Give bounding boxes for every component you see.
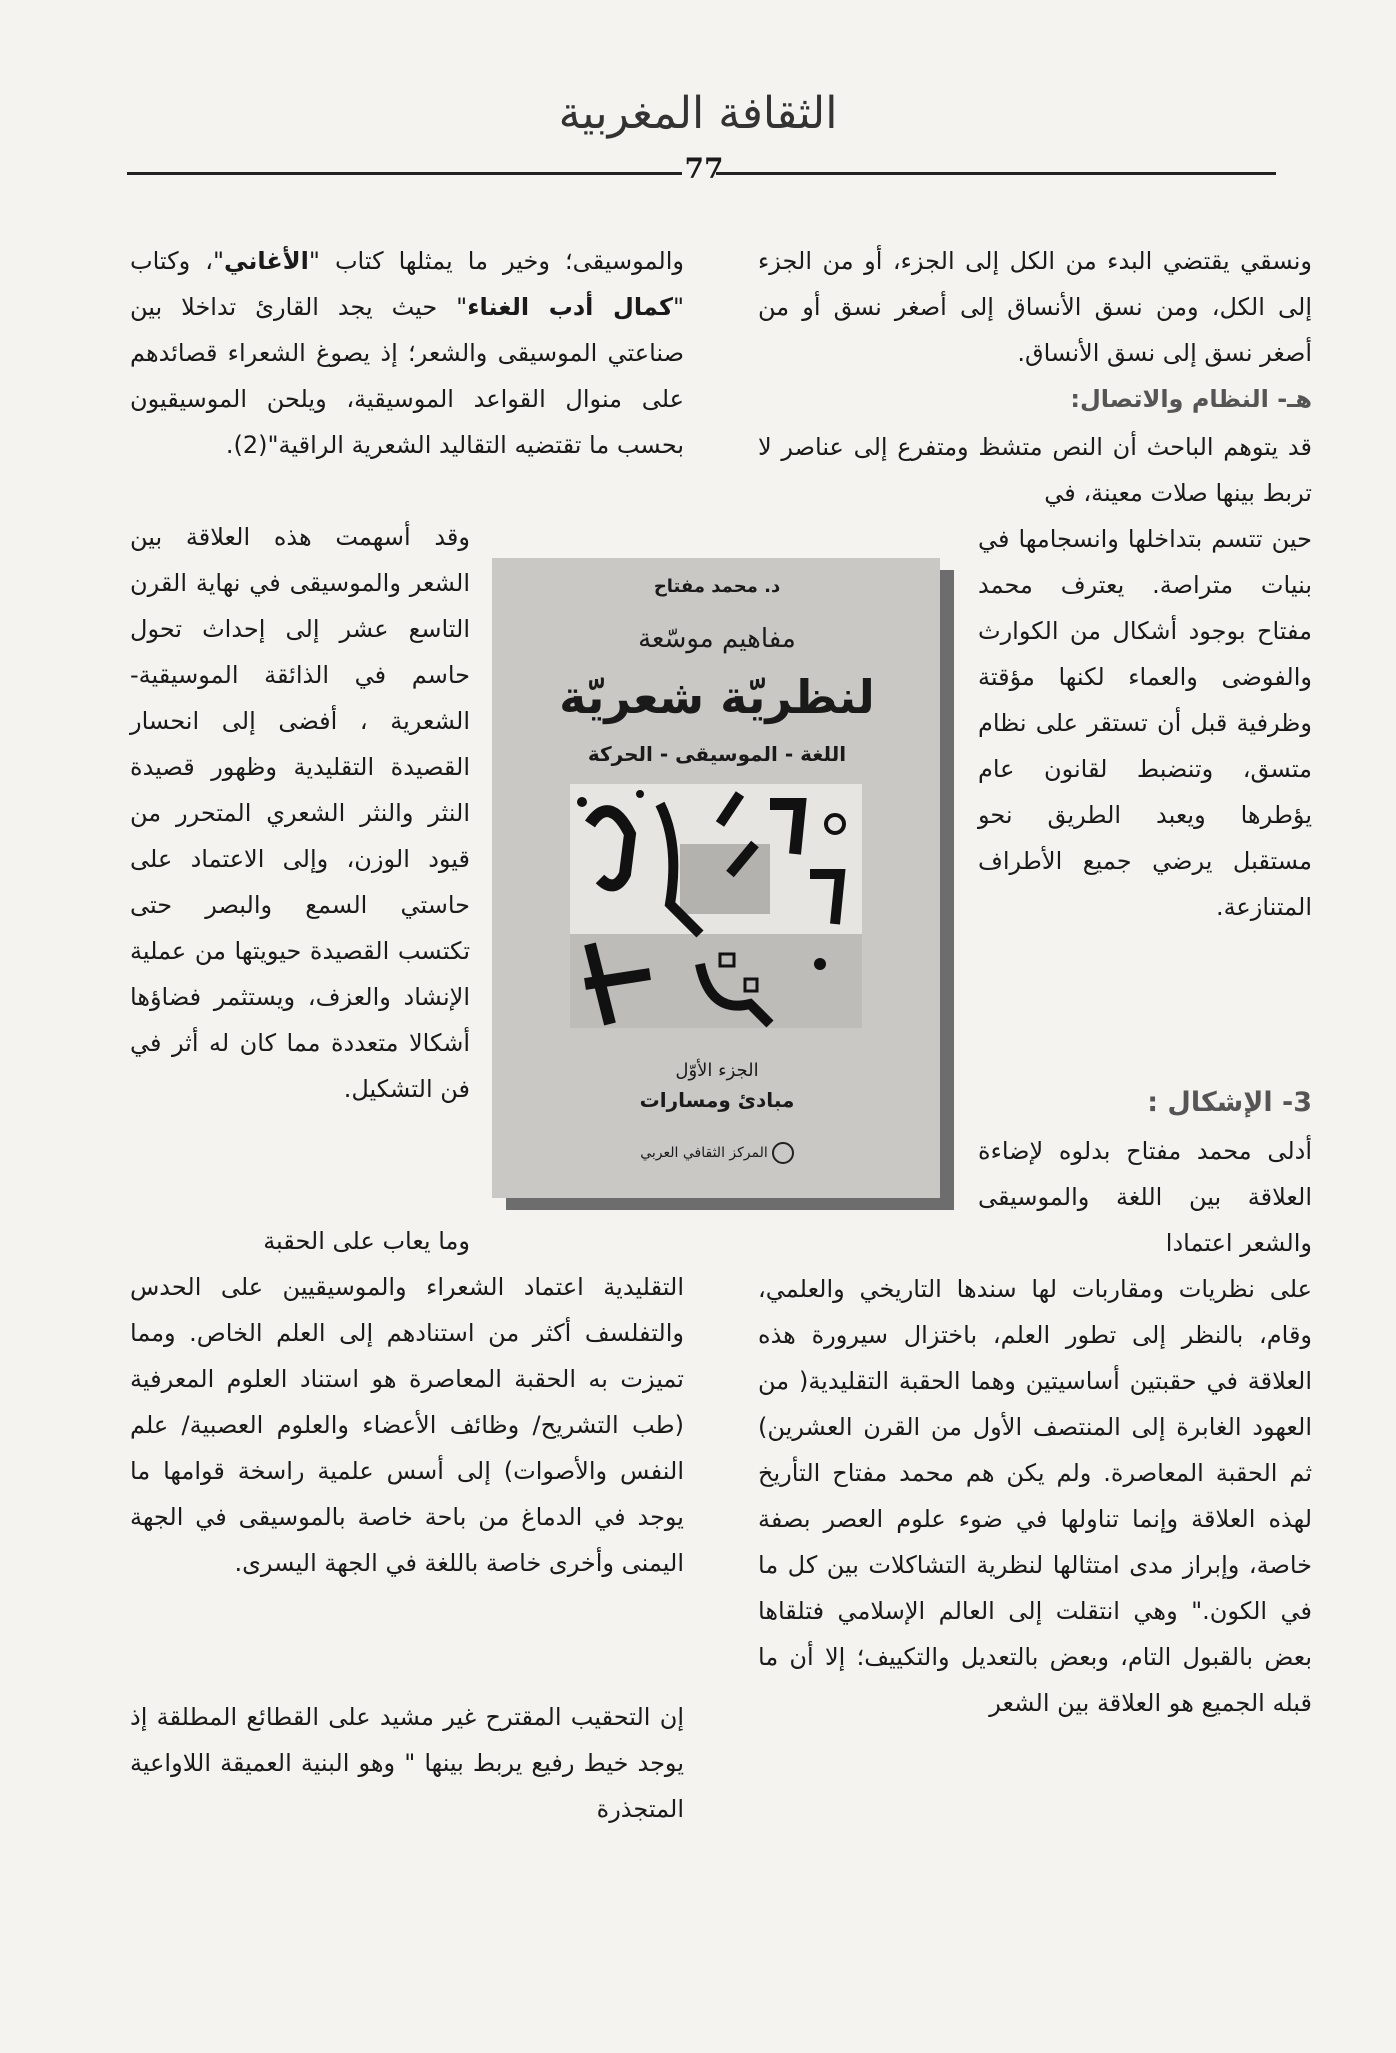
left-paragraph-3-full: التقليدية اعتماد الشعراء والموسيقيين على الحدس والتفلسف أكثر من استنادهم إلى العلم الخاص. ومما تميزت به الحقبة المعاصرة هو استناد العلوم المعرفية (طب التشريح/ وظائف الأعضاء والعلوم العصبية/ علم النفس والأصوات) إلى أسس علمية راسخة قوامها ما يوجد في الدماغ من باحة خاصة بالموسيقى في الجهة اليمنى وأخرى خاصة باللغة في الجهة اليسرى. [130, 1273, 684, 1577]
left-paragraph-1 [130, 238, 684, 468]
book-title-aghani: الأغاني [224, 247, 309, 275]
right-paragraph-3-narrow: أدلى محمد مفتاح بدلوه لإضاءة العلاقة بين اللغة والموسيقى والشعر اعتمادا [978, 1137, 1312, 1257]
cover-artwork [570, 784, 862, 1028]
page-number: 77 [684, 152, 724, 185]
left-paragraph-2-narrow: وقد أسهمت هذه العلاقة بين الشعر والموسيقى في نهاية القرن التاسع عشر إلى إحداث تحول حاسم في الذائقة الموسيقية-الشعرية ، أفضى إلى انحسار القصيدة التقليدية وظهور قصيدة النثر والنثر الشعري المتحرر من قيود الوزن، وإلى الاعتماد على حاستي السمع والبصر حتى تكتسب القصيدة حيويتها من عملية الإنشاد والعزف، ويستثمر فضاؤها أشكالا متعددة مما كان له أثر في فن التشكيل. [130, 523, 470, 1103]
book-part: الجزء الأوّل [675, 1060, 759, 1081]
header-rule-left [127, 172, 682, 175]
subheading-order-connection: هـ- النظام والاتصال: [1070, 385, 1312, 413]
publisher-logo-icon [772, 1142, 794, 1164]
right-paragraph-2-narrow: حين تتسم بتداخلها وانسجامها في بنيات متراصة. يعترف محمد مفتاح بوجود أشكال من الكوارث والفوضى والعماء لكنها مؤقتة وظرفية قبل أن تستقر على نظام متسق، وتنضبط لقانون عام يؤطرها ويعبد الطريق نحو مستقبل يرضي جميع الأطراف المتنازعة. [978, 525, 1312, 921]
left-p1-mid: "، وكتاب " [130, 247, 684, 321]
book-cover-image [492, 558, 940, 1198]
book-part-name: مبادئ ومسارات [639, 1088, 795, 1112]
right-paragraph-1: ونسقي يقتضي البدء من الكل إلى الجزء، أو من الجزء إلى الكل، ومن نسق الأنساق إلى أصغر نسق أو من أصغر نسق إلى نسق الأنساق. [758, 247, 1312, 367]
left-paragraph-4: إن التحقيب المقترح غير مشيد على القطائع المطلقة إذ يوجد خيط رفيع يربط بينها " وهو البنية العميقة اللاواعية المتجذرة [130, 1703, 684, 1823]
book-tags: اللغة - الموسيقى - الحركة [587, 742, 847, 766]
book-title: لنظريّة شعريّة [559, 670, 875, 724]
header-rule-right [716, 172, 1276, 175]
book-subtitle: مفاهيم موسّعة [638, 624, 796, 654]
running-header-title: الثقافة المغربية [558, 88, 838, 139]
book-publisher [512, 1142, 922, 1164]
left-p1-pre: والموسيقى؛ وخير ما يمثلها كتاب " [308, 247, 685, 275]
right-paragraph-2-full: قد يتوهم الباحث أن النص متشظ ومتفرع إلى عناصر لا تربط بينها صلات معينة، في [758, 433, 1312, 507]
left-p1-post: " حيث يجد القارئ تداخلا بين صناعتي الموسيقى والشعر؛ إذ يصوغ الشعراء قصائدهم على منوال القواعد الموسيقية، ويلحن الموسيقيون بحسب ما تقتضيه التقاليد الشعرية الراقية"(2). [130, 293, 684, 459]
right-paragraph-3-full: على نظريات ومقاربات لها سندها التاريخي والعلمي، وقام، بالنظر إلى تطور العلم، باختزال سيرورة هذه العلاقة في حقبتين أساسيتين وهما الحقبة التقليدية( من العهود الغابرة إلى المنتصف الأول من القرن العشرين) ثم الحقبة المعاصرة. ولم يكن هم محمد مفتاح التأريخ لهذه العلاقة وإنما تناولها في ضوء علوم العصر بصفة خاصة، وإبراز مدى امتثالها لنظرية التشاكلات بين كل ما في الكون." وهي انتقلت إلى العالم الإسلامي فتلقاها بعض بالقبول التام، وبعض بالتعديل والتكييف؛ إلا أن ما قبله الجميع هو العلاقة بين الشعر [758, 1275, 1312, 1717]
left-paragraph-3-narrow: وما يعاب على الحقبة [263, 1227, 470, 1255]
book-title-kamal: كمال أدب الغناء [467, 293, 673, 321]
section-heading-problematic: 3- الإشكال : [1147, 1087, 1312, 1118]
book-author: د. محمد مفتاح [653, 576, 781, 597]
publisher-name: المركز الثقافي العربي [640, 1145, 768, 1161]
